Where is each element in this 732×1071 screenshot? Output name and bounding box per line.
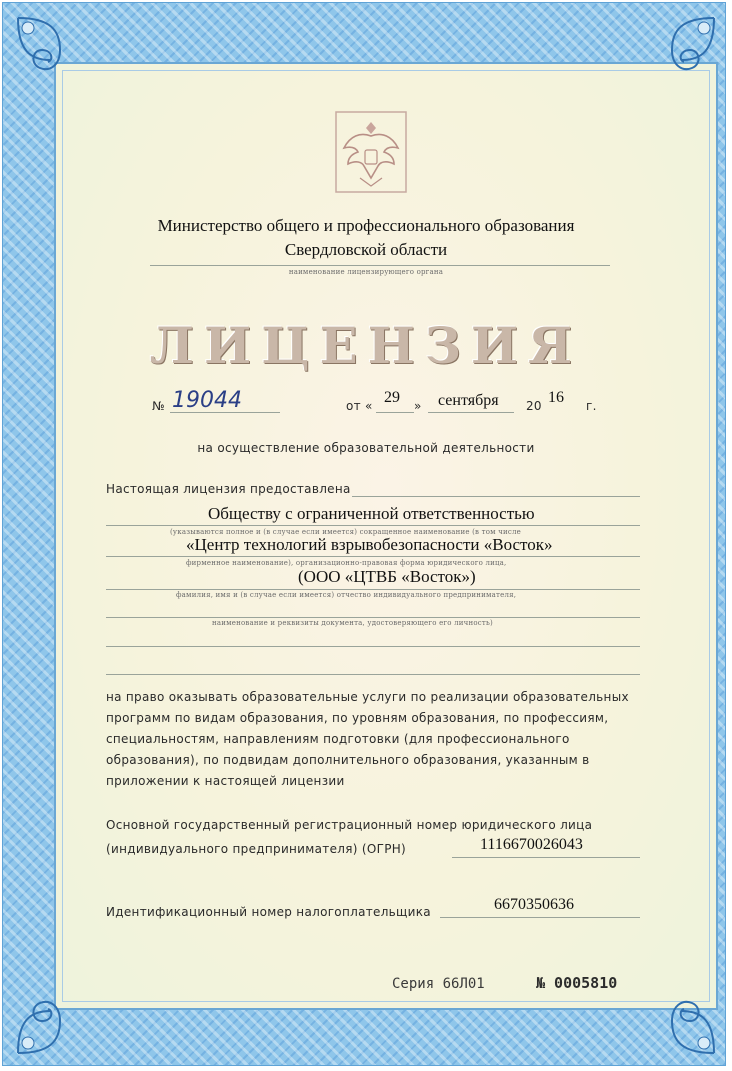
date-month: сентября [438,392,499,409]
corner-ornament-icon [10,10,100,100]
licensee-caption2: фирменное наименование), организационно-правовая форма юридического лица, [186,559,507,567]
licensee-underline2 [106,556,640,557]
date-year-prefix: 20 [526,399,542,413]
licensee-line3: (ООО «ЦТВБ «Восток») [298,567,476,586]
licensee-underline6 [106,674,640,675]
granted-label: Настоящая лицензия предоставлена [106,482,351,496]
licensee-underline3 [106,589,640,590]
rights-line-4: образования), по подвидам дополнительного образования, указанным в [106,753,590,767]
issuer-underline [150,265,610,266]
granted-underline [352,496,640,497]
licensee-caption4: наименование и реквизиты документа, удостоверяющего его личность) [212,619,493,627]
issuer-line2: Свердловской области [284,240,448,259]
rights-line-1: на право оказывать образовательные услуги по реализации образовательных [106,690,629,704]
corner-ornament-icon [632,10,722,100]
licensee-underline1 [106,525,640,526]
rights-line-2: программ по видам образования, по уровням образования, по профессиям, [106,711,609,725]
issuer-caption: наименование лицензирующего органа [288,268,444,276]
licensee-caption3: фамилия, имя и (в случае если имеется) отчество индивидуального предпринимателя, [176,591,517,599]
date-year-suffix: 16 [548,389,564,406]
date-year-label: г. [586,399,597,413]
ogrn-underline [452,857,640,858]
corner-ornament-icon [632,971,722,1061]
ogrn-label-line2: (индивидуального предпринимателя) (ОГРН) [106,842,407,856]
series-label: Серия 66Л01 [392,976,485,992]
licensee-line1: Обществу с ограниченной ответственностью [208,504,535,523]
day-underline [376,412,414,413]
licensee-line2: «Центр технологий взрывобезопасности «Восток» [186,535,553,554]
document-title: ЛИЦЕНЗИЯ [149,316,583,375]
date-day: 29 [384,389,400,406]
date-day-close: » [414,399,422,413]
inn-underline [440,917,640,918]
number-underline [170,412,280,413]
coat-of-arms-emblem-icon [330,108,412,196]
rights-line-3: специальностям, направлениям подготовки (для профессионального [106,732,570,746]
licensee-underline4 [106,617,640,618]
license-number: 19044 [172,388,242,413]
rights-line-5: приложении к настоящей лицензии [106,774,345,788]
licensee-underline5 [106,646,640,647]
inn-label: Идентификационный номер налогоплательщика [106,905,431,919]
date-from-label: от « [346,399,373,413]
number-prefix: № [152,399,165,413]
month-underline [428,412,514,413]
corner-ornament-icon [10,971,100,1061]
series-number: № 0005810 [536,974,618,992]
issuer-line1: Министерство общего и профессионального образования [157,216,575,235]
license-purpose: на осуществление образовательной деятельности [197,441,535,455]
inn-value: 6670350636 [494,896,574,913]
licensee-caption1: (указываются полное и (в случае если имеется) сокращенное наименование (в том числе [170,528,521,536]
ogrn-label-line1: Основной государственный регистрационный номер юридического лица [106,818,593,832]
ogrn-value: 1116670026043 [480,836,583,853]
